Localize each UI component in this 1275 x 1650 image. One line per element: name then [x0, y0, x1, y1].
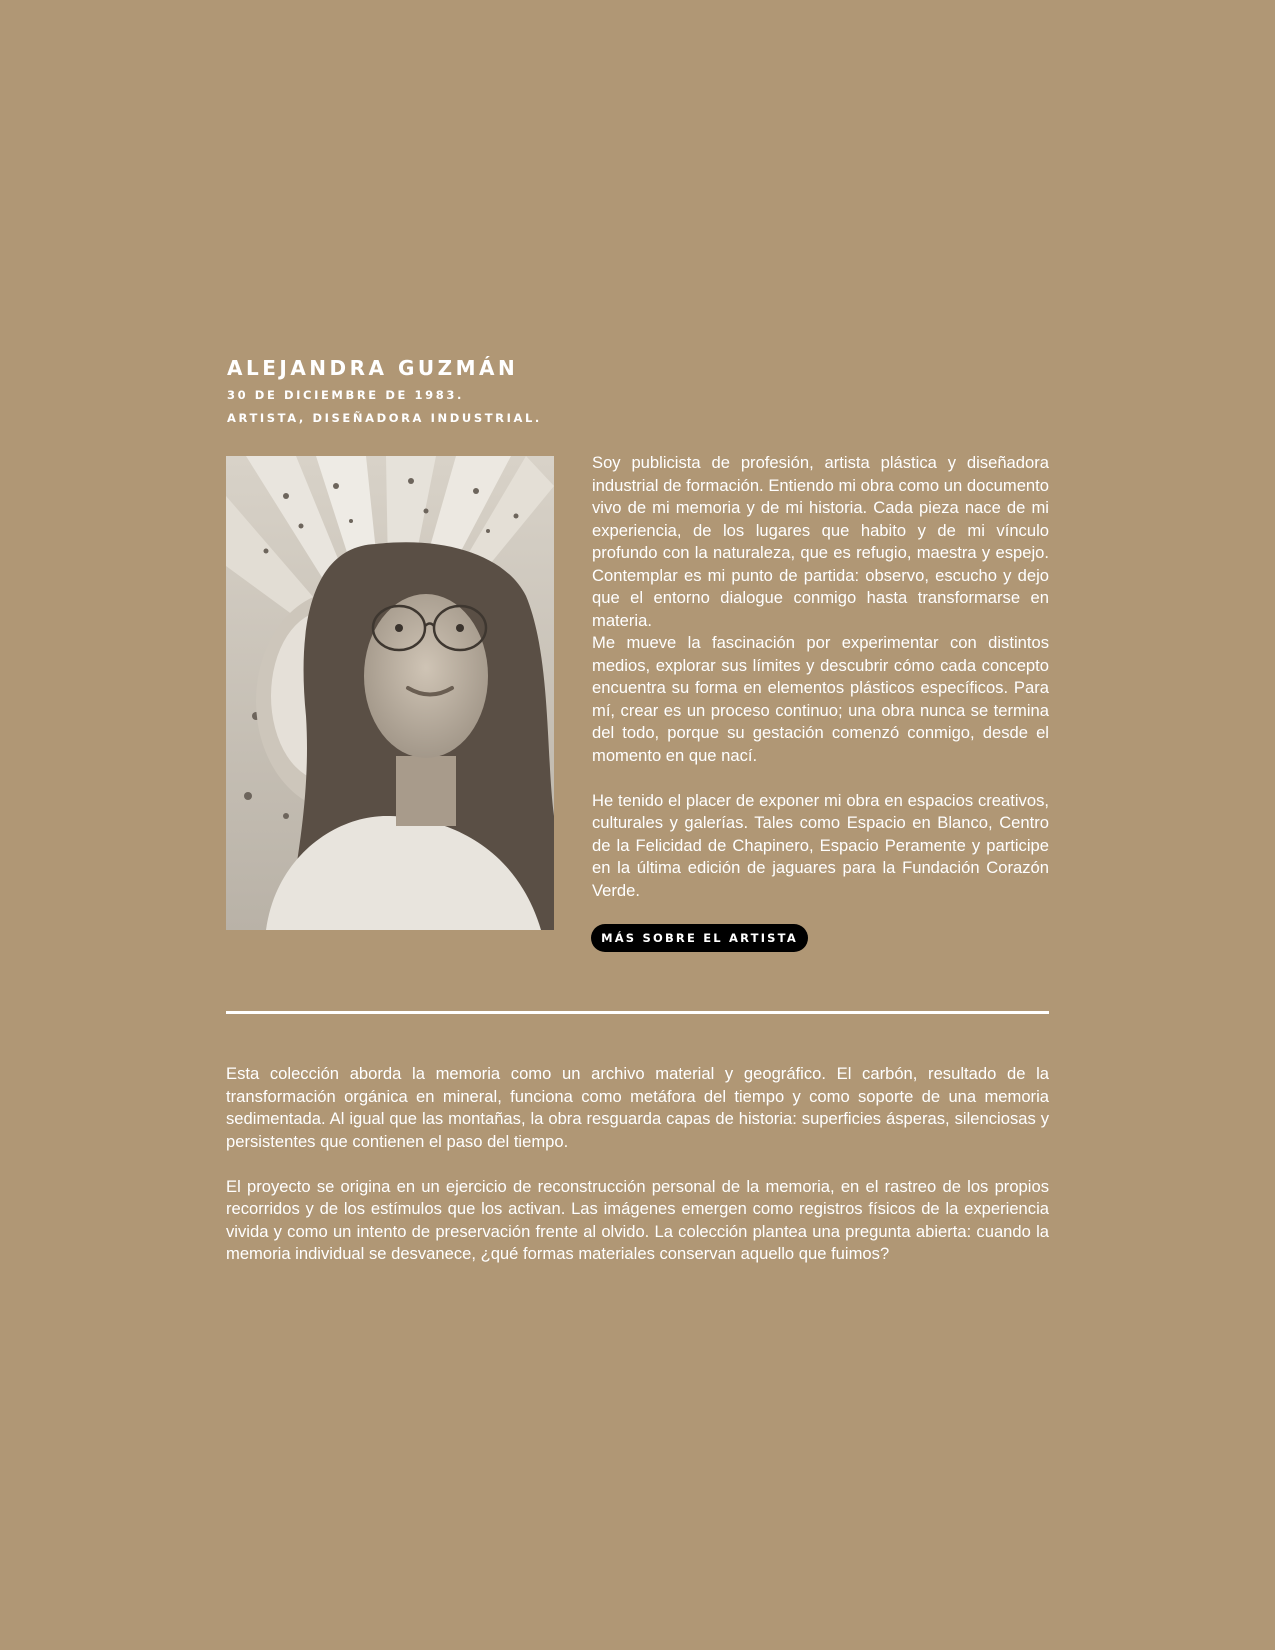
collection-paragraph: Esta colección aborda la memoria como un archivo material y geográfico. El carbón, resultado de la transformación orgánica en mineral, funciona como metáfora del tiempo y como soporte de una memoria sedimentada. Al igual que las montañas, la obra resguarda capas de historia: superficies ásperas, silenciosas y persistentes que contienen el paso del tiempo. — [226, 1064, 1049, 1151]
artist-portrait-image — [226, 456, 554, 930]
bio-paragraph: Me mueve la fascinación por experimentar con distintos medios, explorar sus límites y descubrir cómo cada concepto encuentra su forma en elementos plásticos específicos. Para mí, crear es un proceso continuo; una obra nunca se termina del todo, porque su gestación comenzó conmigo, desde el momento en que nací. — [592, 633, 1049, 765]
bio-paragraph: Soy publicista de profesión, artista plástica y diseñadora industrial de formación. Entiendo mi obra como un documento vivo de mi memoria y de mi historia. Cada pieza nace de mi experiencia, de los lugares que habito y de mi vínculo profundo con la naturaleza, que es refugio, maestra y espejo. Contemplar es mi punto de partida: observo, escucho y dejo que el entorno dialogue conmigo hasta transformarse en materia. — [592, 453, 1049, 630]
artist-birth-date: 30 DE DICIEMBRE DE 1983. — [227, 388, 464, 402]
more-about-artist-button[interactable]: MÁS SOBRE EL ARTISTA — [591, 924, 808, 952]
section-divider — [226, 1011, 1049, 1014]
artist-role: ARTISTA, DISEÑADORA INDUSTRIAL. — [227, 411, 542, 425]
artist-bio — [592, 452, 1049, 902]
collection-description — [226, 1063, 1049, 1266]
bio-paragraph: He tenido el placer de exponer mi obra en espacios creativos, culturales y galerías. Tales como Espacio en Blanco, Centro de la Felicidad de Chapinero, Espacio Peramente y participe en la última edición de jaguares para la Fundación Corazón Verde. — [592, 790, 1049, 900]
collection-paragraph: El proyecto se origina en un ejercicio de reconstrucción personal de la memoria, en el rastreo de los propios recorridos y de los estímulos que los activan. Las imágenes emergen como registros físicos de la experiencia vivida y como un intento de preservación frente al olvido. La colección plantea una pregunta abierta: cuando la memoria individual se desvanece, ¿qué formas materiales conservan aquello que fuimos? — [226, 1176, 1049, 1263]
artist-portrait — [226, 456, 554, 930]
artist-name: ALEJANDRA GUZMÁN — [227, 356, 519, 380]
